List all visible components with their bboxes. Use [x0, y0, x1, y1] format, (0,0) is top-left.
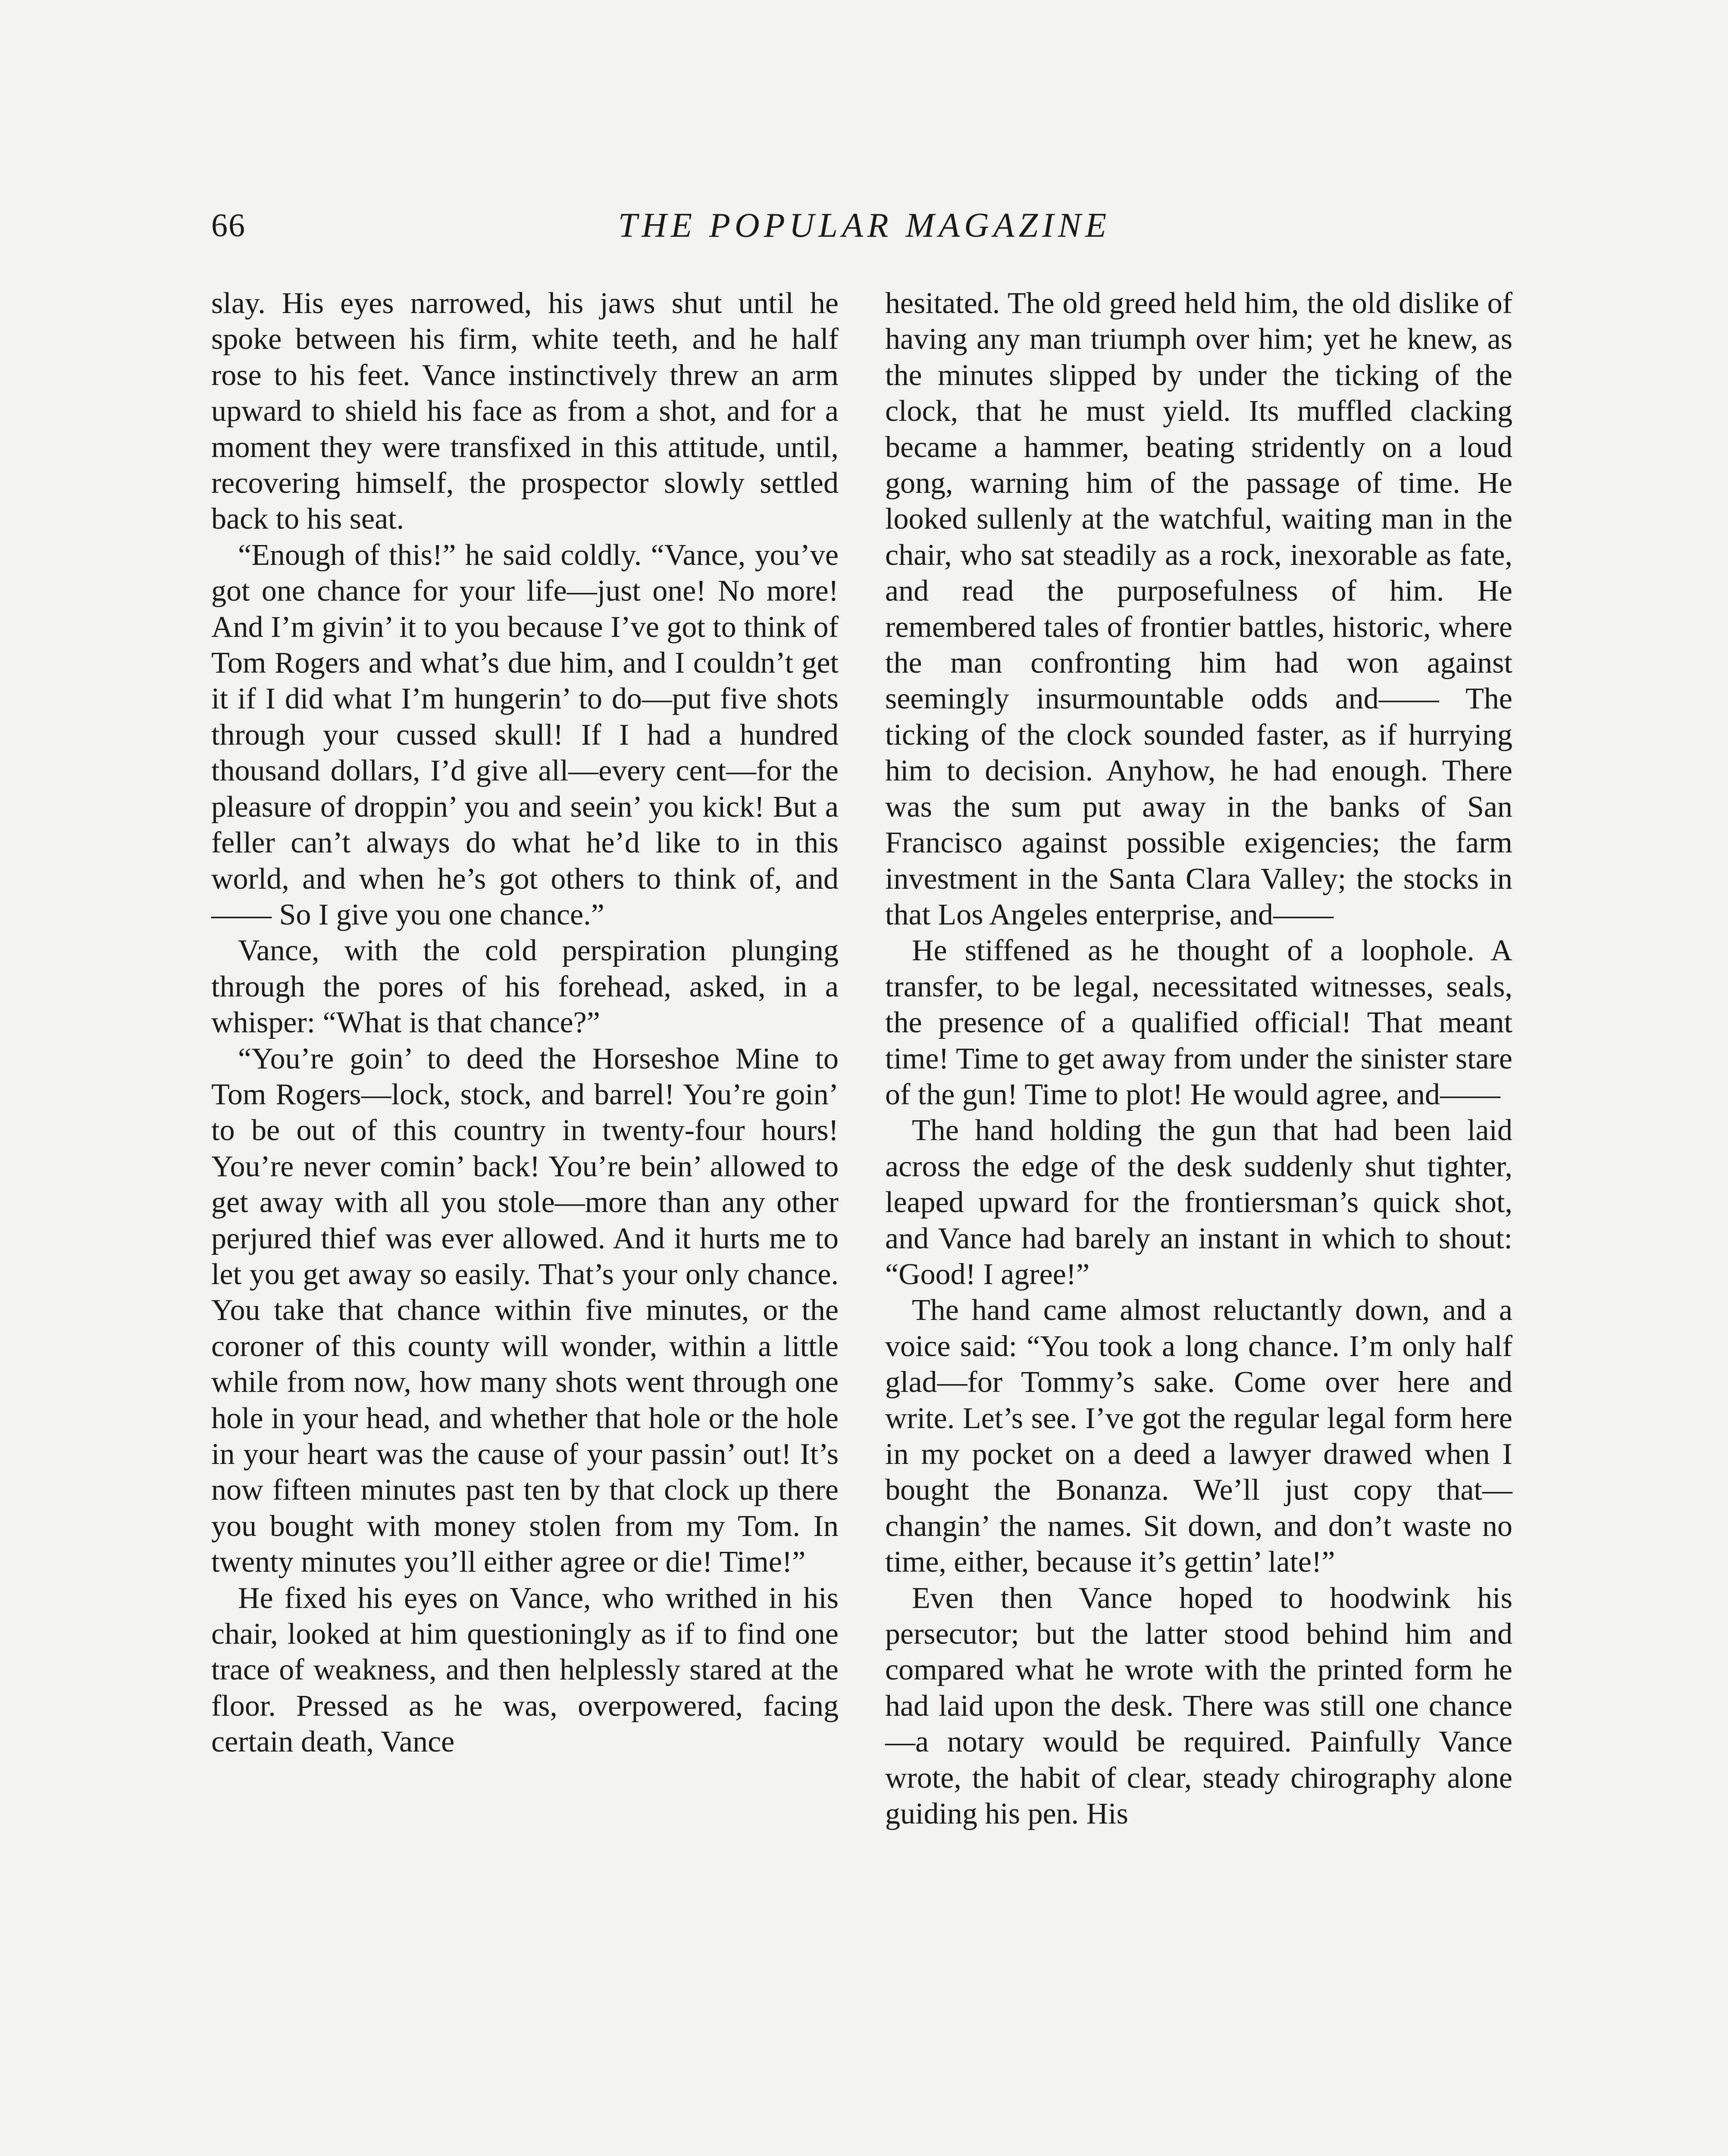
paragraph: He fixed his eyes on Vance, who writhed in his chair, looked at him questioningly as if to find one trace of weakness, and then helplessly stared at the floor. Pressed as he was, overpowered, facing certain death, Vance [211, 1581, 839, 1759]
running-title: THE POPULAR MAGAZINE [618, 207, 1111, 244]
paragraph: Even then Vance hoped to hoodwink his persecutor; but the latter stood behind him and compared what he wrote with the printed form he had laid upon the desk. There was still one chance—a notary would be required. Painfully Vance wrote, the habit of clear, steady chirography alone guiding his pen. His [885, 1581, 1512, 1831]
paragraph: “You’re goin’ to deed the Horseshoe Mine to Tom Rogers—lock, stock, and barrel! You’re goin’ to be out of this country in twenty-four hours! You’re never comin’ back! You’re bein’ allowed to get away with all you stole—more than any other perjured thief was ever allowed. And it hurts me to let you get away so easily. That’s your only chance. You take that chance within five minutes, or the coroner of this county will wonder, within a little while from now, how many shots went through one hole in your head, and whether that hole or the hole in your heart was the cause of your passin’ out! It’s now fifteen minutes past ten by that clock up there you bought with money stolen from my Tom. In twenty minutes you’ll either agree or die! Time!” [211, 1042, 839, 1579]
right-column [885, 285, 1512, 1832]
left-column [211, 285, 839, 1760]
paragraph: Vance, with the cold perspiration plunging through the pores of his forehead, asked, in a whisper: “What is that chance?” [211, 934, 839, 1040]
paragraph: The hand holding the gun that had been laid across the edge of the desk suddenly shut tighter, leaped upward for the frontiersman’s quick shot, and Vance had barely an instant in which to shout: “Good! I agree!” [885, 1114, 1512, 1291]
paragraph: slay. His eyes narrowed, his jaws shut until he spoke between his firm, white teeth, and he half rose to his feet. Vance instinctively threw an arm upward to shield his face as from a shot, and for a moment they were transfixed in this attitude, until, recovering himself, the prospector slowly settled back to his seat. [211, 287, 839, 536]
page-header [211, 203, 1518, 263]
paragraph: hesitated. The old greed held him, the old dislike of having any man triumph over him; yet he knew, as the minutes slipped by under the ticking of the clock, that he must yield. Its muffled clacking became a hammer, beating stridently on a loud gong, warning him of the passage of time. He looked sullenly at the watchful, waiting man in the chair, who sat steadily as a rock, inexorable as fate, and read the purposefulness of him. He remembered tales of frontier battles, historic, where the man confronting him had won against seemingly insurmountable odds and—— The ticking of the clock sounded faster, as if hurrying him to decision. Anyhow, he had enough. There was the sum put away in the banks of San Francisco against possible exigencies; the farm investment in the Santa Clara Valley; the stocks in that Los Angeles enterprise, and—— [885, 287, 1512, 931]
paragraph: “Enough of this!” he said coldly. “Vance, you’ve got one chance for your life—just one! No more! And I’m givin’ it to you because I’ve got to think of Tom Rogers and what’s due him, and I couldn’t get it if I did what I’m hungerin’ to do—put five shots through your cussed skull! If I had a hundred thousand dollars, I’d give all—every cent—for the pleasure of droppin’ you and seein’ you kick! But a feller can’t always do what he’d like to in this world, and when he’s got others to think of, and—— So I give you one chance.” [211, 538, 839, 931]
paragraph: He stiffened as he thought of a loophole. A transfer, to be legal, necessitated witnesses, seals, the presence of a qualified official! That meant time! Time to get away from under the sinister stare of the gun! Time to plot! He would agree, and—— [885, 934, 1512, 1111]
paragraph: The hand came almost reluctantly down, and a voice said: “You took a long chance. I’m only half glad—for Tommy’s sake. Come over here and write. Let’s see. I’ve got the regular legal form here in my pocket on a deed a lawyer drawed when I bought the Bonanza. We’ll just copy that—changin’ the names. Sit down, and don’t waste no time, either, because it’s gettin’ late!” [885, 1294, 1512, 1579]
page-number: 66 [211, 207, 246, 244]
